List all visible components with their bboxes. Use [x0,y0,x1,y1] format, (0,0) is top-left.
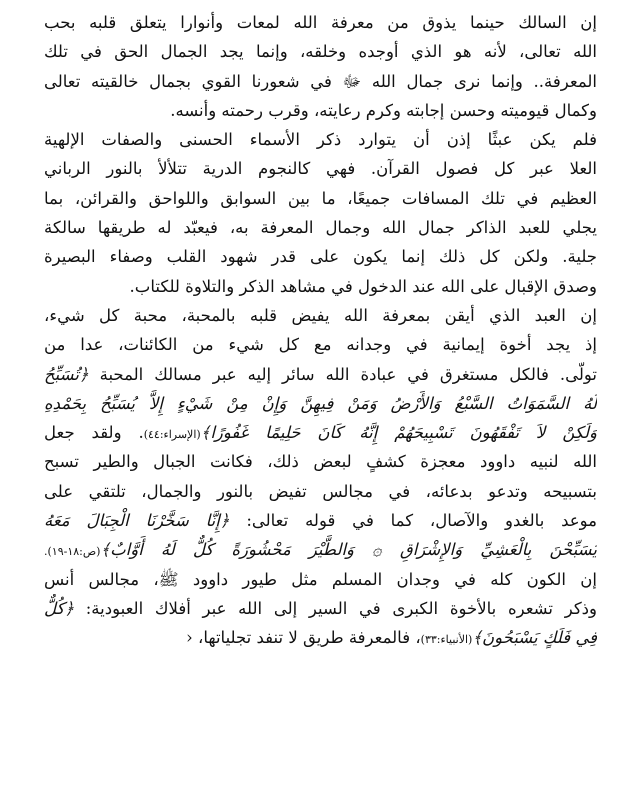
text-line [44,67,597,96]
quran-verse: ﴿تُسَبِّحُ [44,364,89,384]
text-line [44,506,597,535]
text-line [44,389,597,418]
text-line [44,447,597,476]
text-line [44,301,597,330]
quran-verse: ﴿إِنَّا سَخَّرْنَا الْجِبَالَ مَعَهُ [44,511,230,531]
text-line [44,154,597,183]
text-segment: فلم يكن عبثًا إذن أن يتوارد ذكر الأسماء الحسنى والصفات الإلهية [44,130,597,150]
text-line [44,37,597,66]
text-segment: إن العبد الذي أيقن بمعرفة الله يفيض قلبه بالمحبة، محبة كل شيء، [44,305,597,325]
text-segment: بتسبيحه وتدعو بدعائه، في مجالس تفيض بالنور والجمال، تلتقي على [44,481,597,501]
text-line [44,184,597,213]
text-line [44,125,597,154]
text-line [44,565,597,594]
text-line [44,477,597,506]
text-line [44,213,597,242]
text-segment: ، فالمعرفة طريق لا تنفد تجلياتها، ‹ [186,628,421,648]
quran-verse: يُسَبِّحْنَ بِالْعَشِيِّ وَالإِشْرَاقِ ۞ وَالطَّيْرَ مَحْشُورَةً كُلٌّ لَهُ أَوَّابٌ﴾ [100,540,597,560]
text-line [44,272,597,301]
text-segment: المعرفة.. وإنما نرى جمال الله ﷻ في شعورنا القوي بجمال خالقيته تعالى [44,71,597,91]
text-segment: وصدق الإقبال على الله عند الدخول في مشاهد الذكر والتلاوة للكتاب. [129,276,597,296]
quran-verse: وَلَكِنْ لاَ تَفْقَهُونَ تَسْبِيحَهُمْ إِنَّهُ كَانَ حَلِيمًا غَفُورًا﴾ [200,423,597,443]
text-line [44,535,597,564]
text-segment: يجلي للعبد الذاكر جمال الله وجمال المعرفة به، فيعبّد له طريقها سالكة [44,218,597,238]
quran-verse: لَهُ السَّمَوَاتُ السَّبْعُ وَالأَرْضُ وَمَنْ فِيهِنَّ وَإِنْ مِنْ شَيْءٍ إِلاَّ يُسَبِّحُ بِحَمْدِهِ [44,393,597,413]
quran-verse: فِي فَلَكٍ يَسْبَحُونَ﴾ [472,628,597,648]
quran-verse: ﴿كُلٌّ [44,598,75,618]
text-segment: موعد بالغدو والآصال، كما في قوله تعالى: [229,511,597,531]
text-line [44,96,597,125]
verse-reference: (الأنبياء:٣٣) [420,633,473,647]
text-segment: وذكر تشعره بالأخوة الكبرى في السير إلى الله عبر أفلاك العبودية: [74,598,597,618]
book-page [44,8,597,653]
verse-reference: (ص:١٨-١٩). [44,545,101,559]
text-segment: وكمال قيوميته وحسن إجابته وكرم رعايته، وقرب رحمته وأنسه. [170,100,597,120]
text-segment: الله تعالى، لأنه هو الذي أوجده وخلقه، وإنما يجد الجمال الحق في تلك [44,42,597,62]
text-segment: . ولقد جعل [44,423,144,443]
text-line [44,623,597,652]
text-segment: جلية. ولكن كل ذلك إنما يكون على قدر شهود القلب وصفاء البصيرة [44,247,597,267]
text-line [44,330,597,359]
text-line [44,418,597,447]
verse-reference: (الإسراء:٤٤) [143,428,201,442]
text-segment: الله لنبيه داوود معجزة كشفٍ لبعض ذلك، فكانت الجبال والطير تسبح [44,452,597,472]
text-segment: إن السالك حينما يذوق من معرفة الله لمعات وأنوارا يتعلق قلبه بحب [44,13,597,32]
text-segment: تولّى. فالكل مستغرق في عبادة الله سائر إليه عبر مسالك المحبة [88,364,597,384]
text-line [44,594,597,623]
text-segment: إن الكون كله في وجدان المسلم مثل طيور داوود ﷺ، مجالس أنس [44,569,597,589]
text-segment: إذ يجد أخوة إيمانية في وجدانه مع كل شيء من الكائنات، عدا من [44,335,597,355]
text-segment: العلا عبر كل فصول القرآن. فهي كالنجوم الدرية تتلألأ بالنور الرباني [44,159,597,179]
text-segment: العظيم في تلك المسافات جميعًا، ما بين السوابق واللواحق والقرائن، بما [44,188,597,208]
text-line [44,360,597,389]
text-line [44,242,597,271]
text-line [44,8,597,37]
